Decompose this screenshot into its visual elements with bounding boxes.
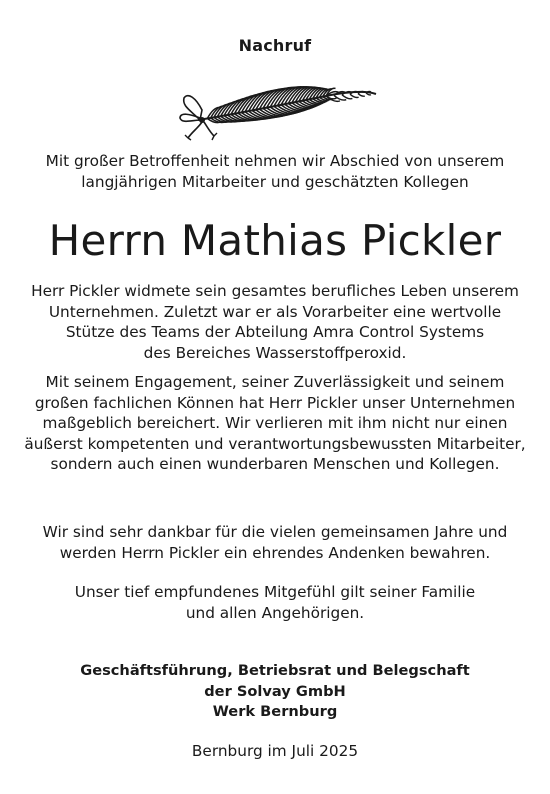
paragraph-career xyxy=(0,281,550,363)
notice-heading: Nachruf xyxy=(238,36,312,55)
signature-line: Werk Bernburg xyxy=(212,703,338,720)
deceased-name: Herrn Mathias Pickler xyxy=(48,216,502,265)
intro-line: Mit großer Betroffenheit nehmen wir Abschied von unserem xyxy=(45,152,505,170)
paragraph-line: maßgeblich bereichert. Wir verlieren mit ihm nicht nur einen xyxy=(42,414,508,432)
paragraph-line: sondern auch einen wunderbaren Menschen und Kollegen. xyxy=(50,455,500,473)
signature-line: der Solvay GmbH xyxy=(204,682,346,700)
paragraph-line: werden Herrn Pickler ein ehrendes Andenken bewahren. xyxy=(59,543,491,562)
intro-line: langjährigen Mitarbeiter und geschätzten Kollegen xyxy=(81,172,469,191)
paragraph-line: Stütze des Teams der Abteilung Amra Control Systems xyxy=(65,323,485,341)
paragraph-line: Wir sind sehr dankbar für die vielen gemeinsamen Jahre und xyxy=(42,523,508,541)
paragraph-line: des Bereiches Wasserstoffperoxid. xyxy=(143,343,407,362)
paragraph-line: Unternehmen. Zuletzt war er als Vorarbeiter eine wertvolle xyxy=(48,302,502,321)
paragraph-condolence xyxy=(0,582,550,623)
paragraph-line: Unser tief empfundenes Mitgefühl gilt seiner Familie xyxy=(74,583,476,601)
paragraph-line: großen fachlichen Können hat Herr Pickler unser Unternehmen xyxy=(34,393,516,412)
intro-text xyxy=(0,151,550,192)
paragraph-line: Herr Pickler widmete sein gesamtes berufliches Leben unserem xyxy=(31,282,519,300)
paragraph-line: äußerst kompetenten und verantwortungsbewussten Mitarbeiter, xyxy=(24,434,526,453)
paragraph-engagement xyxy=(0,372,550,475)
paragraph-gratitude xyxy=(0,522,550,563)
paragraph-line: und allen Angehörigen. xyxy=(185,603,365,622)
place-and-date: Bernburg im Juli 2025 xyxy=(191,742,359,760)
signature-line: Geschäftsführung, Betriebsrat und Belegschaft xyxy=(80,662,470,679)
paragraph-line: Mit seinem Engagement, seiner Zuverlässigkeit und seinem xyxy=(45,373,505,391)
palm-frond-with-ribbon-icon xyxy=(176,80,380,142)
signature-block xyxy=(0,661,550,723)
